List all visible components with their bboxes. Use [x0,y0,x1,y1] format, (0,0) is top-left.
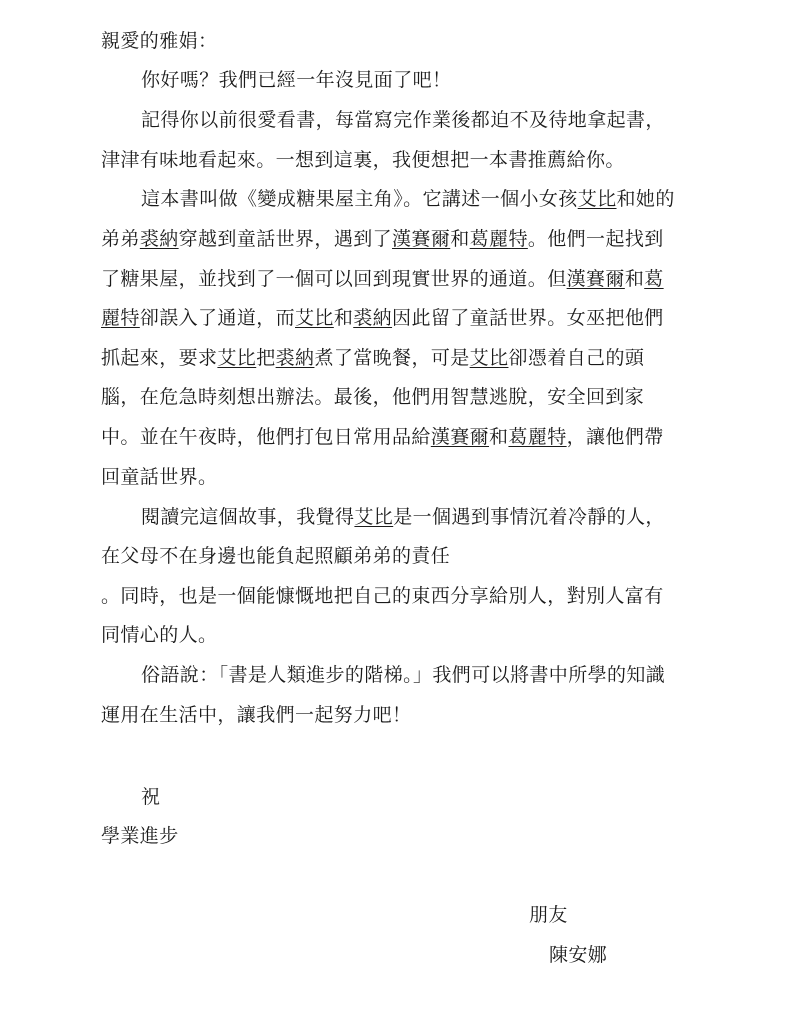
text-segment: 弟弟 [101,228,140,250]
letter-line [101,424,664,450]
proper-name: 葛麗特 [469,228,528,250]
text-segment: 腦，在危急時刻想出辦法。最後，他們用智慧逃脫，安全回到家 [101,386,645,408]
letter-line [101,147,625,173]
letter-line [141,107,665,133]
text-segment: 是一個遇到事情沉着冷靜的人， [393,506,665,528]
letter-line [101,305,664,331]
letter-line [101,226,664,252]
proper-name: 裘納 [275,347,315,369]
salutation: 親愛的雅娟： [101,30,218,52]
letter-line [141,504,665,530]
text-segment: 閱讀完這個故事，我覺得 [141,506,355,528]
text-segment: 了糖果屋，並找到了一個可以回到現實世界的通道。但 [101,268,567,290]
text-segment: 這本書叫做《變成糖果屋主角》。它講述一個小女孩 [141,188,578,210]
proper-name: 葛 [644,268,664,290]
text-segment: 卻憑着自己的頭 [508,347,645,369]
signature-title: 朋友 [529,904,568,926]
proper-name: 麗特 [101,307,140,329]
text-segment: 中。並在午夜時，他們打包日常用品給 [101,426,431,448]
closing-wish: 祝 [141,786,161,808]
letter-line [101,384,644,410]
text-segment: 津津有味地看起來。一想到這裏，我便想把一本書推薦給你。 [101,149,625,171]
proper-name: 裘納 [353,307,393,329]
letter-line [101,345,644,371]
proper-name: 漢賽爾 [430,426,490,448]
proper-name: 艾比 [469,347,509,369]
text-segment: 抓起來，要求 [101,347,218,369]
text-segment: 。他們一起找到 [527,228,664,250]
letter-line [101,266,664,292]
text-segment: 記得你以前很愛看書，每當寫完作業後都迫不及待地拿起書， [141,109,665,131]
proper-name: 裘納 [139,228,179,250]
text-segment: 運用在生活中，讓我們一起努力吧！ [101,704,412,726]
text-segment: 和 [624,268,645,290]
text-segment: ，讓他們帶 [566,426,664,448]
text-segment: 煮了當晚餐，可是 [314,347,470,369]
letter-line [101,583,664,609]
letter-line [141,186,675,212]
text-segment: 。同時，也是一個能慷慨地把自己的東西分享給別人，對別人富有 [101,585,664,607]
text-segment: 因此留了童話世界。女巫把他們 [392,307,664,329]
text-segment: 和她的 [616,188,675,210]
proper-name: 艾比 [295,307,334,329]
text-segment: 卻誤入了通道，而 [139,307,296,329]
letter-line [141,67,451,93]
proper-name: 漢賽爾 [392,228,451,250]
text-segment: 你好嗎？我們已經一年沒見面了吧！ [141,69,452,91]
proper-name: 艾比 [577,188,617,210]
text-segment: 俗語說：「書是人類進步的階梯。」我們可以將書中所學的知識 [141,664,666,686]
letter-line [141,662,665,688]
text-segment: 和 [333,307,354,329]
text-segment: 同情心的人。 [101,624,218,646]
closing-blessing: 學業進步 [101,825,179,847]
letter-line [101,622,217,648]
proper-name: 艾比 [217,347,257,369]
signature-name: 陳安娜 [549,944,608,966]
text-segment: 把 [256,347,276,369]
proper-name: 漢賽爾 [566,268,625,290]
text-segment: 和 [450,228,470,250]
text-segment: 在父母不在身邊也能負起照顧弟弟的責任 [101,545,451,567]
letter-line [101,702,411,728]
text-segment: 穿越到童話世界，遇到了 [178,228,393,250]
letter-line [101,464,217,490]
text-segment: 回童話世界。 [101,466,218,488]
proper-name: 葛麗特 [508,426,567,448]
text-segment: 和 [489,426,509,448]
proper-name: 艾比 [354,506,394,528]
letter-line [101,543,450,569]
